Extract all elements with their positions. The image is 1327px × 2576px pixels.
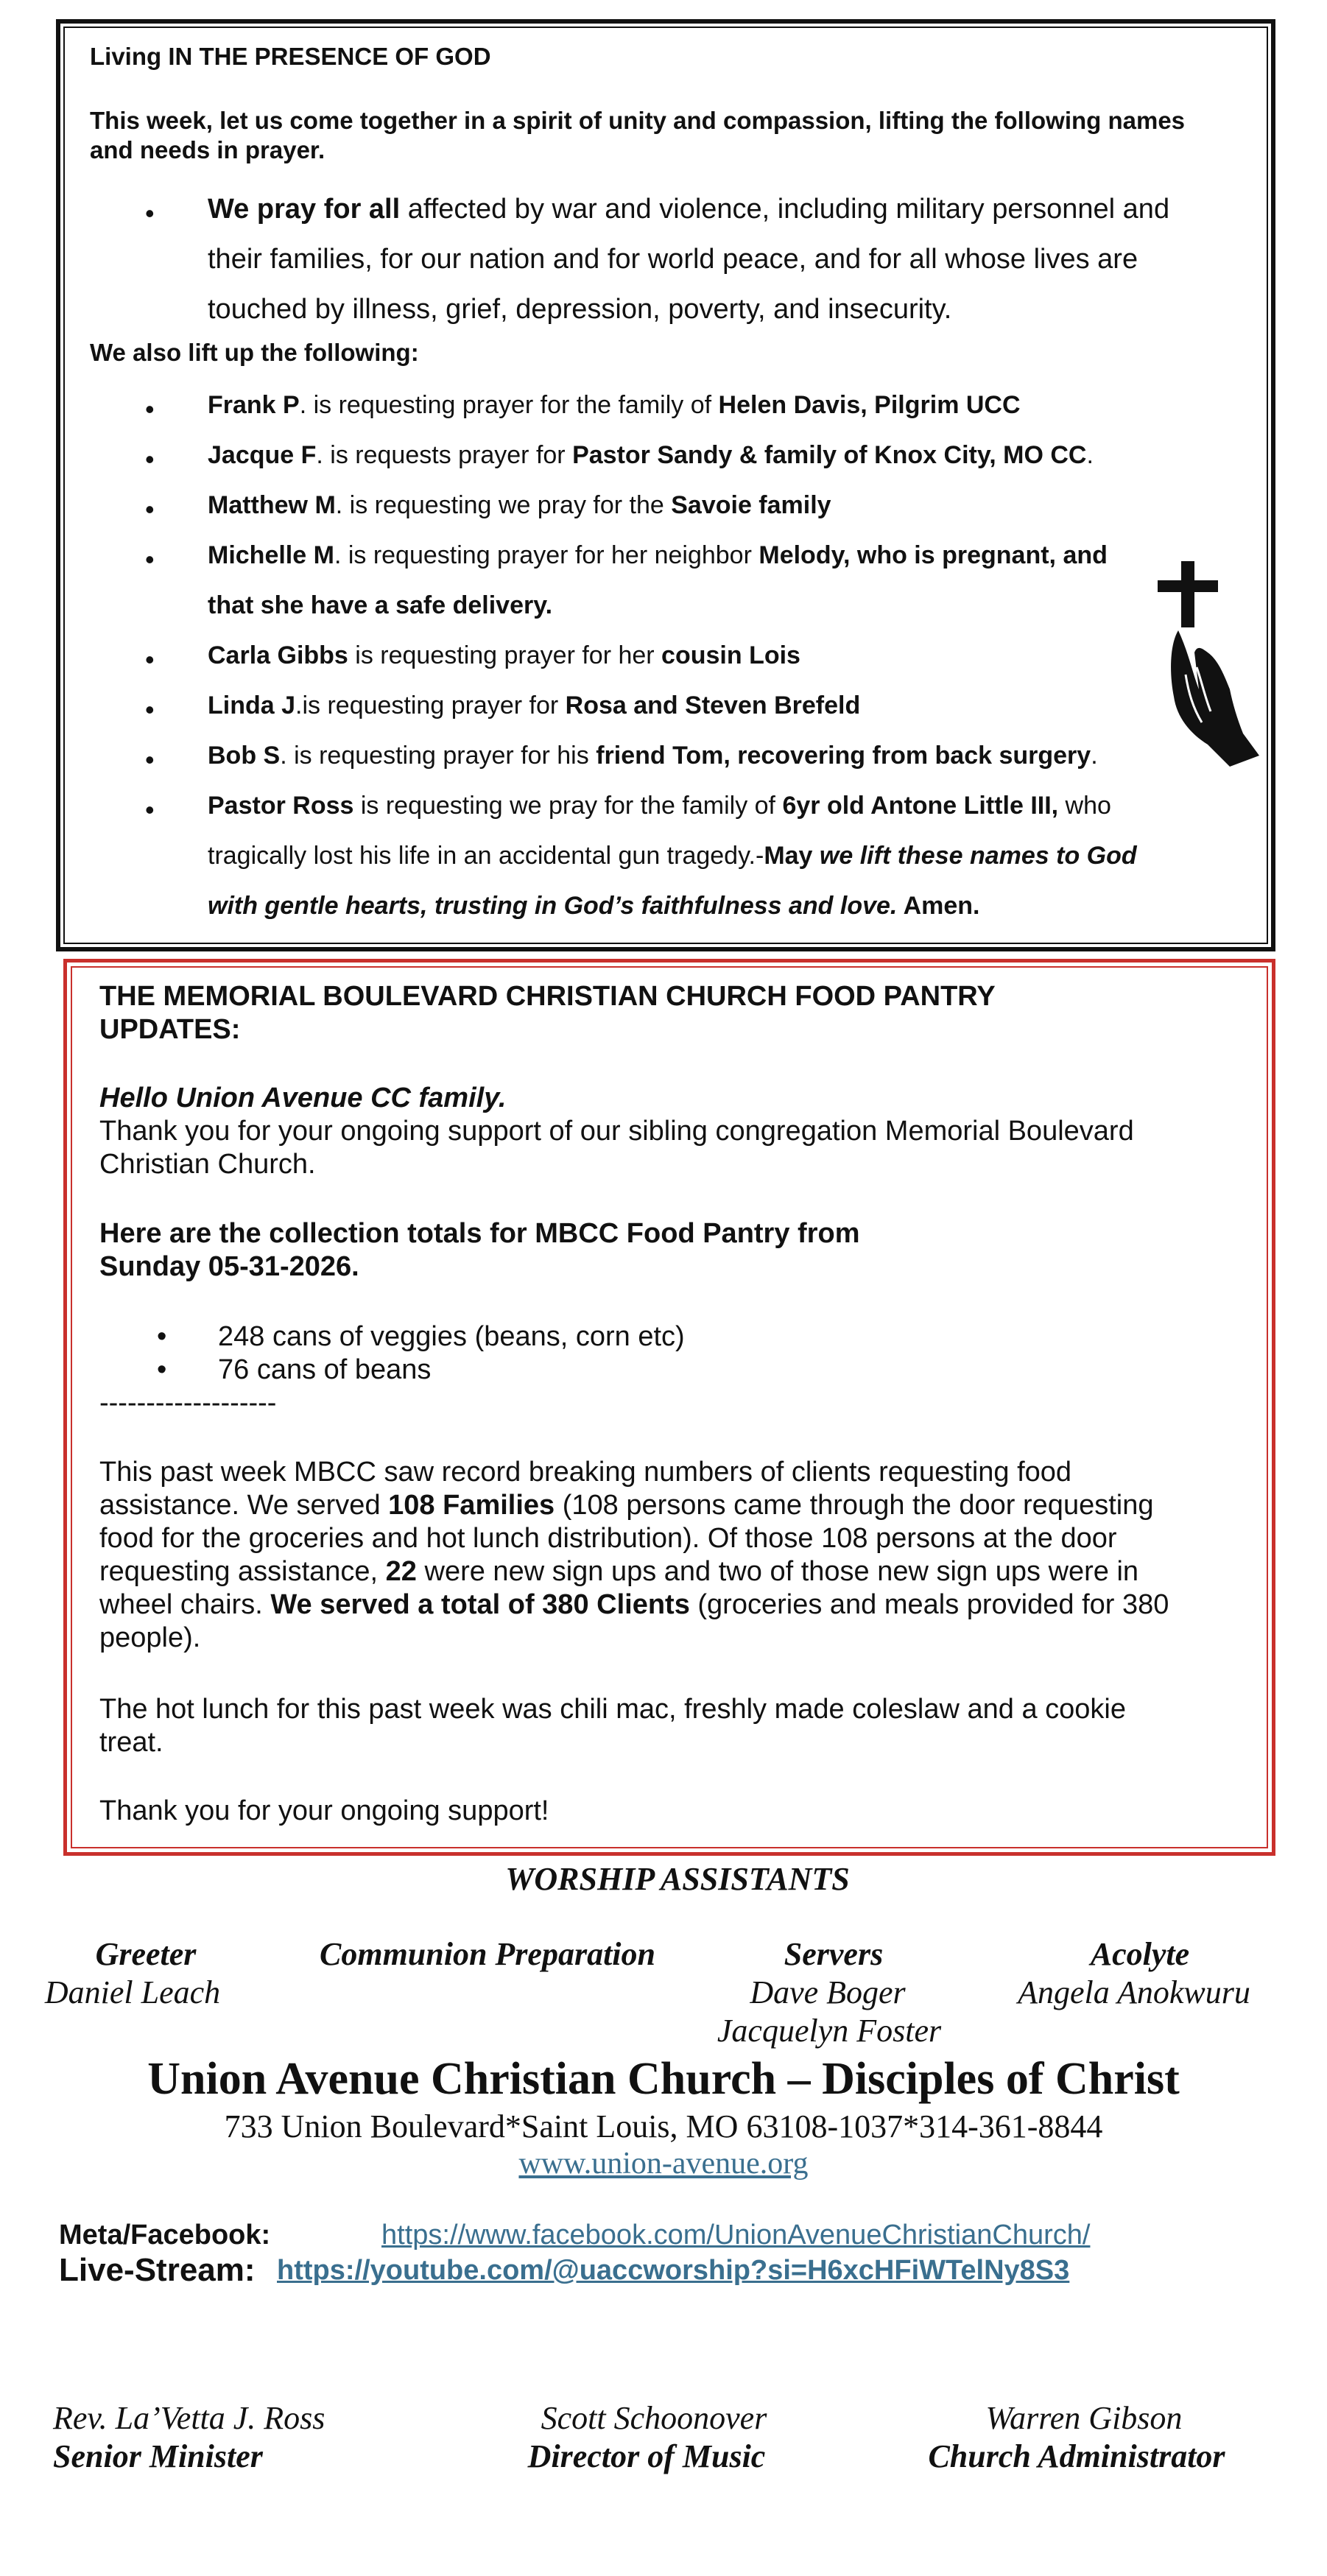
pantry-text-line: Thank you for your ongoing support of our sibling congregation Memorial Boulevard	[99, 1116, 1134, 1147]
pantry-item: 248 cans of veggies (beans, corn etc)	[218, 1321, 685, 1352]
pantry-families: 108 Families	[388, 1490, 555, 1521]
prayer-item	[208, 630, 1283, 680]
prayer-also-heading: We also lift up the following:	[90, 339, 419, 366]
pantry-text: assistance. We served	[99, 1490, 389, 1521]
prayer-subject: Helen Davis, Pilgrim UCC	[718, 391, 1021, 419]
pantry-title-line: THE MEMORIAL BOULEVARD CHRISTIAN CHURCH FOOD PANTRY	[99, 981, 996, 1012]
prayer-general-line1: affected by war and violence, including military personnel and	[400, 194, 1170, 225]
prayer-subject: friend Tom, recovering from back surgery	[596, 742, 1091, 770]
prayer-general-line3: touched by illness, grief, depression, poverty, and insecurity.	[208, 294, 952, 325]
staff-name: Warren Gibson	[985, 2400, 1183, 2436]
prayer-requester: Bob S	[208, 742, 281, 770]
greeter-name: Daniel Leach	[44, 1974, 221, 2010]
prayer-requester: Pastor Ross	[208, 792, 354, 820]
bullet: •	[145, 444, 155, 474]
bullet: •	[145, 394, 155, 424]
pantry-thanks	[99, 1115, 1248, 1181]
pantry-text: wheel chairs.	[99, 1589, 271, 1620]
pantry-report	[99, 1456, 1248, 1655]
prayer-heading: Living IN THE PRESENCE OF GOD	[90, 43, 491, 70]
server-name: Dave Boger	[750, 1974, 906, 2010]
prayer-requester: Matthew M	[208, 491, 336, 519]
prayer-general-line2: their families, for our nation and for world peace, and for all whose lives are	[208, 244, 1138, 275]
prayer-item	[208, 530, 1283, 630]
pantry-text-line: This past week MBCC saw record breaking numbers of clients requesting food	[99, 1457, 1072, 1488]
pantry-clients: We served a total of 380 Clients	[270, 1589, 690, 1620]
pantry-title-line: UPDATES:	[99, 1014, 241, 1045]
pantry-title	[99, 980, 1248, 1046]
prayer-subject: Pastor Sandy & family of Knox City, MO CC	[572, 441, 1087, 469]
prayer-requester: Jacque F	[208, 441, 317, 469]
pantry-item: 76 cans of beans	[218, 1354, 432, 1385]
prayer-item	[208, 781, 1283, 931]
pantry-text-line: Sunday 05-31-2026.	[99, 1251, 359, 1282]
prayer-item	[208, 680, 1283, 731]
pantry-text: (108 persons came through the door requesting	[555, 1490, 1154, 1521]
acolyte-label: Acolyte	[1090, 1936, 1190, 1972]
staff-title: Senior Minister	[53, 2438, 263, 2474]
pantry-closing: Thank you for your ongoing support!	[99, 1795, 549, 1826]
prayer-intro: This week, let us come together in a spirit of unity and compassion, lifting the following names and needs in prayer.	[90, 107, 1186, 163]
bullet: •	[145, 494, 155, 524]
church-name: Union Avenue Christian Church – Disciples of Christ	[147, 2054, 1180, 2104]
prayer-requester: Linda J	[208, 691, 296, 719]
pantry-text-line: people).	[99, 1622, 201, 1653]
prayer-closing: May	[764, 842, 820, 870]
staff-name: Rev. La’Vetta J. Ross	[53, 2400, 325, 2436]
prayer-text: .	[1086, 441, 1094, 469]
prayer-subject: Rosa and Steven Brefeld	[565, 691, 861, 719]
church-address: 733 Union Boulevard*Saint Louis, MO 63108-1037*314-361-8844	[224, 2108, 1103, 2144]
prayer-subject: cousin Lois	[661, 641, 800, 669]
prayer-item	[208, 480, 1283, 530]
cross-icon	[1155, 561, 1221, 627]
bullet: •	[145, 745, 155, 775]
church-website-link[interactable]: www.union-avenue.org	[518, 2147, 809, 2181]
pantry-text: requesting assistance,	[99, 1556, 386, 1587]
pantry-text-line: The hot lunch for this past week was chili mac, freshly made coleslaw and a cookie	[99, 1694, 1126, 1725]
prayer-text: is requesting we pray for the family of	[353, 792, 783, 820]
prayer-requester: Carla Gibbs	[208, 641, 348, 669]
prayer-text: . is requesting prayer for the family of	[299, 391, 719, 419]
prayer-text: who	[1058, 792, 1111, 820]
facebook-link[interactable]: https://www.facebook.com/UnionAvenueChristianChurch/	[381, 2220, 1091, 2251]
prayer-text: . is requests prayer for	[316, 441, 573, 469]
prayer-text: . is requesting prayer for her neighbor	[334, 541, 759, 569]
livestream-label: Live-Stream:	[59, 2252, 256, 2288]
server-name: Jacquelyn Foster	[717, 2013, 942, 2049]
staff-title: Director of Music	[527, 2438, 766, 2474]
prayer-requester: Michelle M	[208, 541, 334, 569]
staff-name: Scott Schoonover	[541, 2400, 767, 2436]
bullet: •	[145, 795, 155, 825]
acolyte-name: Angela Anokwuru	[1018, 1974, 1250, 2010]
pantry-text: were new sign ups and two of those new sign ups were in	[416, 1556, 1139, 1587]
praying-hands-icon	[1156, 623, 1267, 770]
prayer-general	[208, 184, 1283, 334]
pantry-text-line: Here are the collection totals for MBCC Food Pantry from	[99, 1218, 860, 1249]
pantry-lunch	[99, 1693, 1248, 1759]
communion-label: Communion Preparation	[319, 1936, 656, 1972]
bullet: •	[157, 1354, 167, 1385]
prayer-amen: Amen.	[897, 892, 980, 920]
bullet: •	[145, 644, 155, 675]
pantry-text-line: Christian Church.	[99, 1149, 316, 1180]
prayer-text: .	[1091, 742, 1098, 770]
pantry-divider: -------------------	[99, 1387, 277, 1418]
prayer-text: tragically lost his life in an accidental gun tragedy.-	[208, 842, 764, 870]
worship-title: WORSHIP ASSISTANTS	[505, 1861, 850, 1897]
pantry-text-line: treat.	[99, 1727, 163, 1758]
greeter-label: Greeter	[95, 1936, 197, 1972]
bullet: •	[157, 1321, 167, 1352]
facebook-label: Meta/Facebook:	[59, 2220, 271, 2251]
prayer-requester: Frank P	[208, 391, 300, 419]
pantry-totals-heading	[99, 1217, 1248, 1284]
prayer-subject: that she have a safe delivery.	[208, 591, 553, 619]
prayer-general-lead: We pray for all	[208, 194, 401, 225]
prayer-text: . is requesting we pray for the	[335, 491, 672, 519]
prayer-closing: with gentle hearts, trusting in God’s faithfulness and love.	[208, 892, 898, 920]
prayer-text: . is requesting prayer for his	[280, 742, 596, 770]
staff-title: Church Administrator	[928, 2438, 1225, 2474]
pantry-greeting: Hello Union Avenue CC family.	[99, 1083, 507, 1113]
prayer-subject: Melody, who is pregnant, and	[758, 541, 1108, 569]
pantry-text-line: food for the groceries and hot lunch distribution). Of those 108 persons at the door	[99, 1523, 1117, 1554]
prayer-text: is requesting prayer for her	[348, 641, 662, 669]
prayer-section	[56, 19, 1275, 951]
prayer-item	[208, 731, 1283, 781]
bullet: •	[145, 694, 155, 725]
pantry-new-signups: 22	[385, 1556, 417, 1587]
prayer-item	[208, 380, 1283, 430]
livestream-link[interactable]: https://youtube.com/@uaccworship?si=H6xcHFiWTelNy8S3	[277, 2255, 1070, 2286]
prayer-item	[208, 430, 1283, 480]
servers-label: Servers	[784, 1936, 884, 1972]
bullet: •	[145, 544, 155, 574]
prayer-text: .is requesting prayer for	[295, 691, 566, 719]
pantry-text: (groceries and meals provided for 380	[689, 1589, 1169, 1620]
bullet: •	[145, 198, 155, 228]
food-pantry-section	[63, 959, 1275, 1856]
prayer-subject: Savoie family	[671, 491, 831, 519]
prayer-closing: we lift these names to God	[819, 842, 1137, 870]
prayer-subject: 6yr old Antone Little III,	[782, 792, 1059, 820]
